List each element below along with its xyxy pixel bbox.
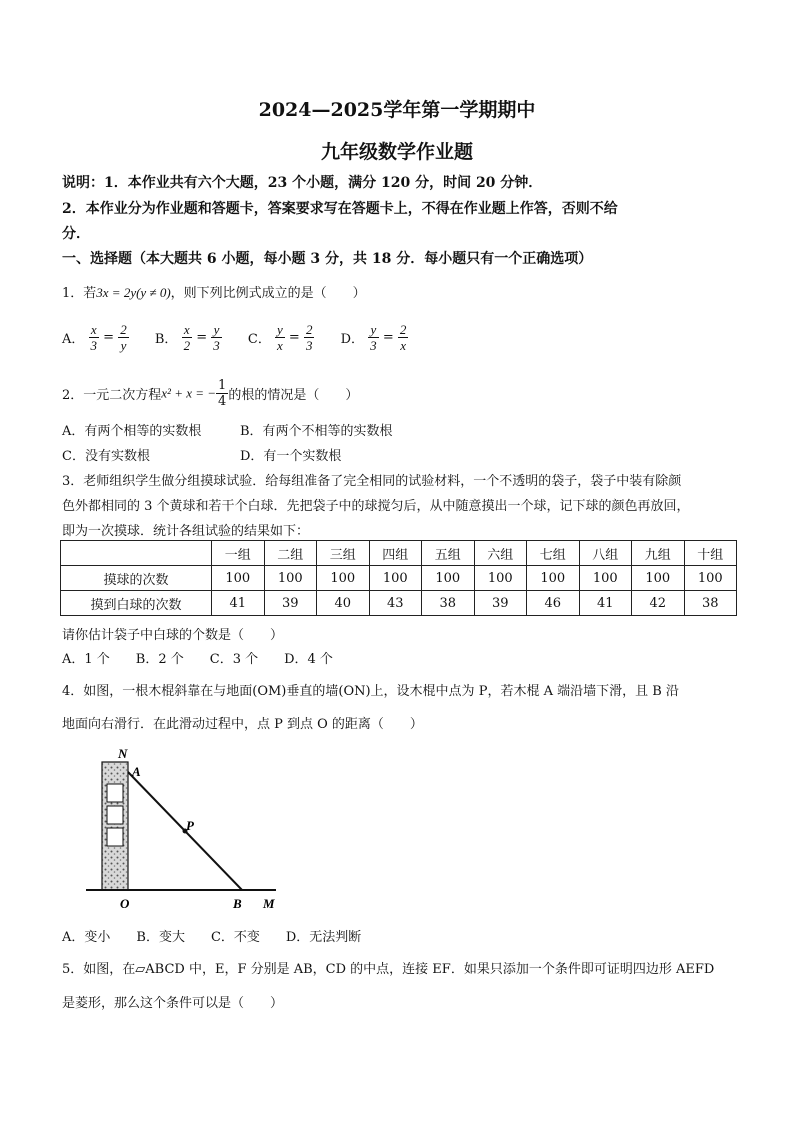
wall-brick bbox=[107, 806, 123, 824]
table-cell: 41 bbox=[579, 591, 632, 616]
q2-option-a: A．有两个相等的实数根 bbox=[62, 424, 202, 439]
q3-line2: 色外都相同的 3 个黄球和若干个白球．先把袋子中的球搅匀后，从中随意摸出一个球，记下球的颜色再放回， bbox=[62, 499, 690, 514]
q1-stem: 1．若3x = 2y(y ≠ 0)，则下列比例式成立的是（ ） bbox=[62, 285, 366, 301]
table-cell: 38 bbox=[684, 591, 737, 616]
label-p: P bbox=[186, 818, 194, 833]
table-cell: 46 bbox=[527, 591, 580, 616]
label-m: M bbox=[263, 896, 275, 911]
table-cell: 100 bbox=[632, 566, 685, 591]
table-cell: 38 bbox=[422, 591, 475, 616]
wall-brick bbox=[107, 828, 123, 846]
q2-option-c: C．没有实数根 bbox=[62, 449, 150, 464]
table-cell: 摸球的次数 bbox=[61, 566, 212, 591]
label-o: O bbox=[120, 896, 130, 911]
q4-line2: 地面向右滑行．在此滑动过程中，点 P 到点 O 的距离（ ） bbox=[62, 717, 423, 732]
label-b: B bbox=[233, 896, 242, 911]
table-cell: 41 bbox=[212, 591, 265, 616]
q2-stem: 2．一元二次方程x² + x = − $\frac{1}{4}$ 的根的情况是（ ） bbox=[62, 378, 359, 409]
table-cell: 100 bbox=[212, 566, 265, 591]
table-cell: 39 bbox=[474, 591, 527, 616]
q3-line1: 3．老师组织学生做分组摸球试验．给每组准备了完全相同的试验材料，一个不透明的袋子，袋子中装有除颜 bbox=[62, 474, 682, 489]
q2-option-d: D．有一个实数根 bbox=[240, 449, 342, 464]
table-cell: 摸到白球的次数 bbox=[61, 591, 212, 616]
section1-heading: 一、选择题（本大题共 6 小题，每小题 3 分，共 18 分．每小题只有一个正确选项） bbox=[62, 251, 593, 267]
exam-title-line1: 2024—2025学年第一学期期中 bbox=[258, 99, 536, 121]
table-cell: 七组 bbox=[527, 541, 580, 566]
q1-options bbox=[62, 322, 408, 353]
label-n: N bbox=[118, 746, 128, 761]
table-cell: 39 bbox=[264, 591, 317, 616]
q3-results-table bbox=[60, 540, 737, 616]
table-row bbox=[61, 591, 737, 616]
q1-option-a: A． $\frac{x}{3}$ = $\frac{2}{y}$ bbox=[62, 322, 127, 353]
notes-line2: 2．本作业分为作业题和答题卡，答案要求写在答题卡上，不得在作业题上作答，否则不给 bbox=[62, 201, 618, 217]
q1-option-d: D． $\frac{y}{3}$ = $\frac{2}{x}$ bbox=[340, 322, 407, 353]
table-cell: 40 bbox=[317, 591, 370, 616]
q1-option-b: B． $\frac{x}{2}$ = $\frac{y}{3}$ bbox=[154, 322, 220, 353]
q2-option-b: B．有两个不相等的实数根 bbox=[240, 424, 393, 439]
table-cell: 一组 bbox=[212, 541, 265, 566]
label-a: A bbox=[132, 764, 141, 779]
notes-line1: 说明：1．本作业共有六个大题，23 个小题，满分 120 分，时间 20 分钟． bbox=[62, 175, 543, 191]
table-cell: 100 bbox=[317, 566, 370, 591]
wall-shape bbox=[102, 762, 128, 890]
table-cell: 100 bbox=[684, 566, 737, 591]
table-cell: 43 bbox=[369, 591, 422, 616]
table-cell: 八组 bbox=[579, 541, 632, 566]
table-header-row bbox=[61, 541, 737, 566]
q1-option-c: C． $\frac{y}{x}$ = $\frac{2}{3}$ bbox=[247, 322, 313, 353]
table-cell: 五组 bbox=[422, 541, 475, 566]
table-cell: 三组 bbox=[317, 541, 370, 566]
table-cell bbox=[61, 541, 212, 566]
table-cell: 十组 bbox=[684, 541, 737, 566]
table-cell: 六组 bbox=[474, 541, 527, 566]
q4-options: A．变小 B．变大 C．不变 D．无法判断 bbox=[62, 930, 362, 945]
table-cell: 四组 bbox=[369, 541, 422, 566]
ladder-wall-figure bbox=[80, 742, 290, 917]
q3-line3: 即为一次摸球．统计各组试验的结果如下： bbox=[62, 524, 310, 539]
q5-line1: 5．如图，在▱ABCD 中，E，F 分别是 AB，CD 的中点，连接 EF．如果只添加一个条件即可证明四边形 AEFD bbox=[62, 962, 715, 977]
exam-title-line2: 九年级数学作业题 bbox=[320, 141, 473, 163]
q4-line1: 4．如图，一根木棍斜靠在与地面(OM)垂直的墙(ON)上，设木棍中点为 P，若木棍 A 端沿墙下滑，且 B 沿 bbox=[62, 684, 679, 699]
table-cell: 100 bbox=[579, 566, 632, 591]
q3-question: 请你估计袋子中白球的个数是（ ） bbox=[62, 628, 284, 643]
table-cell: 100 bbox=[369, 566, 422, 591]
table-cell: 100 bbox=[474, 566, 527, 591]
table-cell: 100 bbox=[422, 566, 475, 591]
notes-line3: 分． bbox=[62, 226, 90, 242]
table-cell: 二组 bbox=[264, 541, 317, 566]
table-cell: 九组 bbox=[632, 541, 685, 566]
table-cell: 100 bbox=[264, 566, 317, 591]
q3-options: A．1 个 B．2 个 C．3 个 D．4 个 bbox=[62, 652, 333, 667]
table-row bbox=[61, 566, 737, 591]
wall-brick bbox=[107, 784, 123, 802]
table-cell: 42 bbox=[632, 591, 685, 616]
q5-line2: 是菱形，那么这个条件可以是（ ） bbox=[62, 996, 284, 1011]
table-cell: 100 bbox=[527, 566, 580, 591]
